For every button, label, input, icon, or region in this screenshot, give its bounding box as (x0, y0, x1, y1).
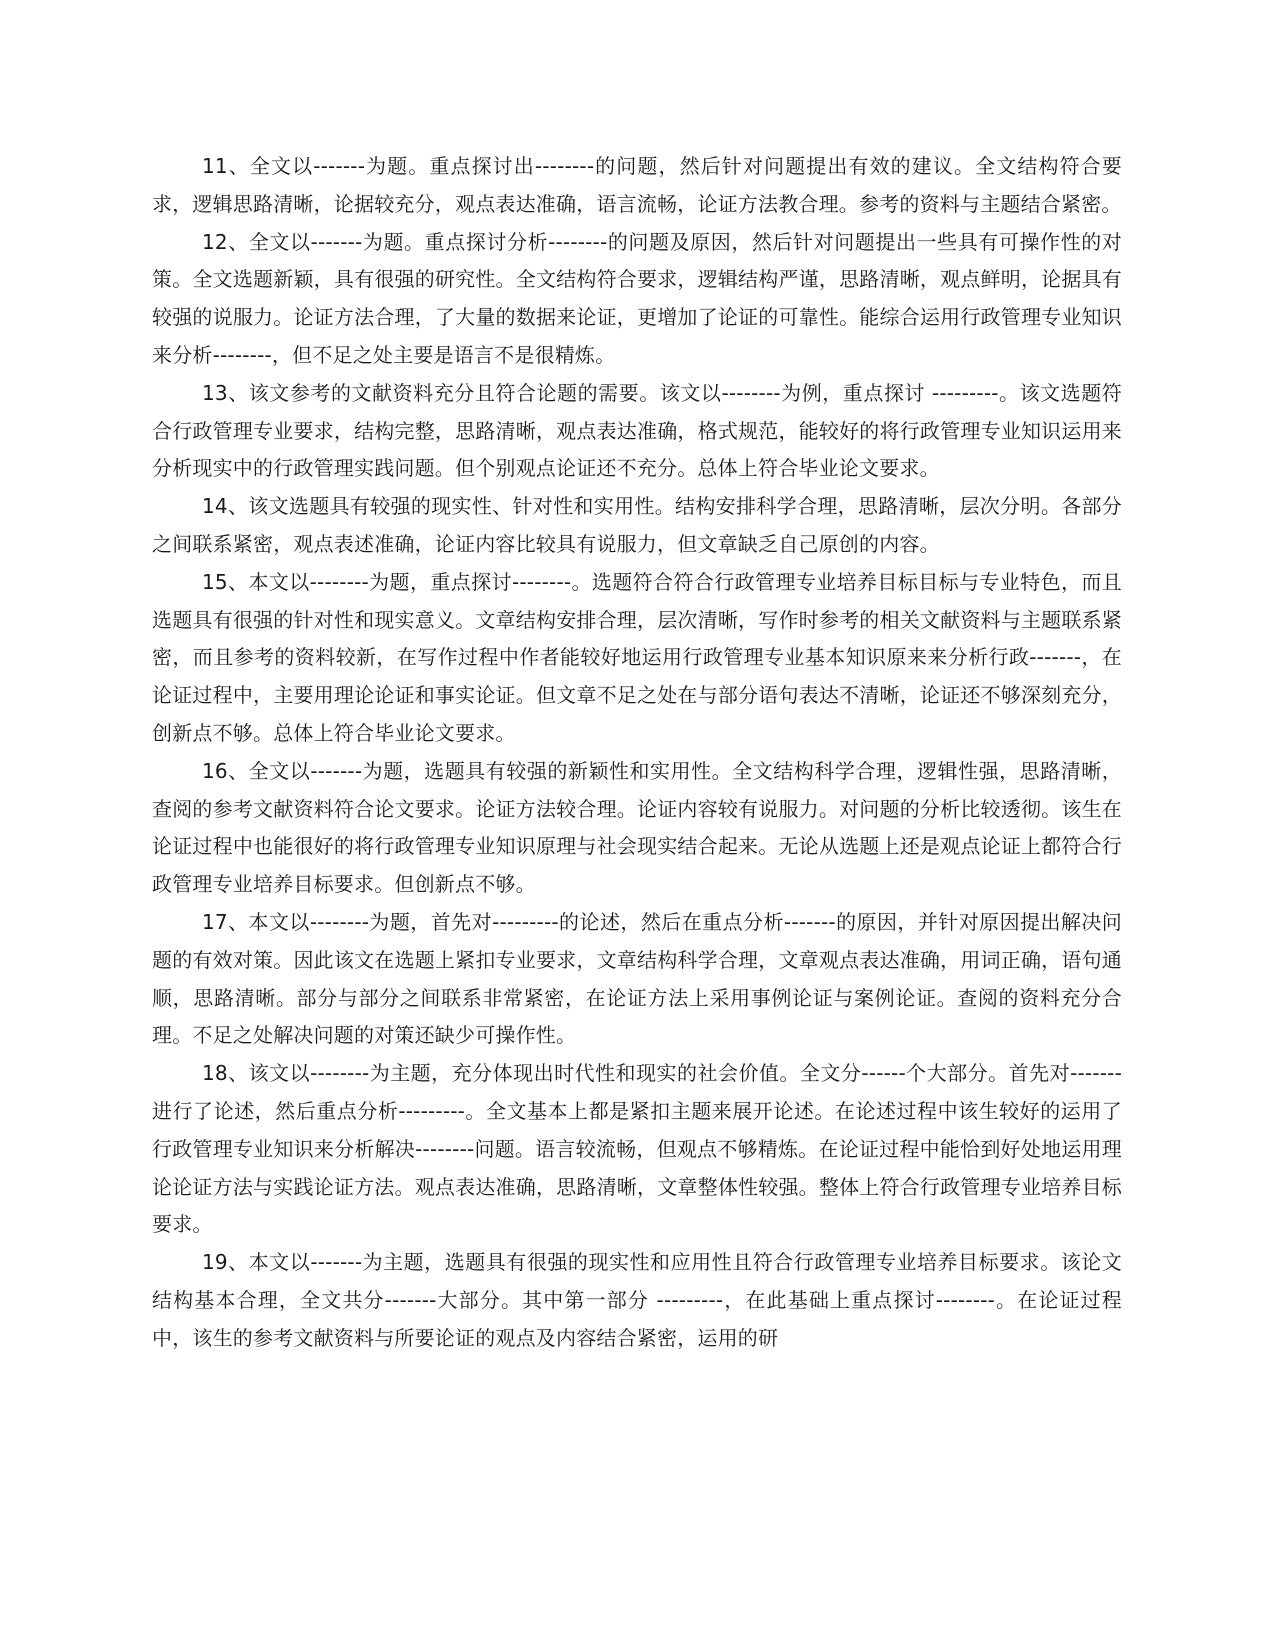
paragraph-item-11: 11、全文以-------为题。重点探讨出--------的问题，然后针对问题提出有效的建议。全文结构符合要求，逻辑思路清晰，论据较充分，观点表达准确，语言流畅，论证方法教合理。参考的资料与主题结合紧密。 (152, 154, 1122, 216)
paragraph-item-12: 12、全文以-------为题。重点探讨分析--------的问题及原因，然后针对问题提出一些具有可操作性的对策。全文选题新颖，具有很强的研究性。全文结构符合要求，逻辑结构严谨，思路清晰，观点鲜明，论据具有较强的说服力。论证方法合理，了大量的数据来论证，更增加了论证的可靠性。能综合运用行政管理专业知识来分析--------，但不足之处主要是语言不是很精炼。 (152, 229, 1122, 367)
paragraph-item-15: 15、本文以--------为题，重点探讨--------。选题符合符合行政管理专业培养目标目标与专业特色，而且选题具有很强的针对性和现实意义。文章结构安排合理，层次清晰，写作时参考的相关文献资料与主题联系紧密，而且参考的资料较新，在写作过程中作者能较好地运用行政管理专业基本知识原来来分析行政-------，在论证过程中，主要用理论论证和事实论证。但文章不足之处在与部分语句表达不清晰，论证还不够深刻充分，创新点不够。总体上符合毕业论文要求。 (152, 569, 1122, 745)
paragraph-item-17: 17、本文以--------为题，首先对---------的论述，然后在重点分析-------的原因，并针对原因提出解决问题的有效对策。因此该文在选题上紧扣专业要求，文章结构科学合理，文章观点表达准确，用词正确，语句通顺，思路清晰。部分与部分之间联系非常紧密，在论证方法上采用事例论证与案例论证。查阅的资料充分合理。不足之处解决问题的对策还缺少可操作性。 (152, 909, 1122, 1048)
paragraph-item-18: 18、该文以--------为主题，充分体现出时代性和现实的社会价值。全文分------个大部分。首先对-------进行了论述，然后重点分析---------。全文基本上都是紧扣主题来展开论述。在论述过程中该生较好的运用了行政管理专业知识来分析解决--------问题。语言较流畅，但观点不够精炼。在论证过程中能恰到好处地运用理论论证方法与实践论证方法。观点表达准确，思路清晰，文章整体性较强。整体上符合行政管理专业培养目标要求。 (152, 1061, 1122, 1237)
paragraph-item-14: 14、该文选题具有较强的现实性、针对性和实用性。结构安排科学合理，思路清晰，层次分明。各部分之间联系紧密，观点表述准确，论证内容比较具有说服力，但文章缺乏自己原创的内容。 (152, 494, 1122, 556)
paragraph-item-16: 16、全文以-------为题，选题具有较强的新颖性和实用性。全文结构科学合理，逻辑性强，思路清晰，查阅的参考文献资料符合论文要求。论证方法较合理。论证内容较有说服力。对问题的分析比较透彻。该生在论证过程中也能很好的将行政管理专业知识原理与社会现实结合起来。无论从选题上还是观点论证上都符合行政管理专业培养目标要求。但创新点不够。 (152, 758, 1122, 897)
document-page (152, 148, 1122, 1358)
paragraph-item-13: 13、该文参考的文献资料充分且符合论题的需要。该文以--------为例，重点探讨 ---------。该文选题符合行政管理专业要求，结构完整，思路清晰，观点表达准确，格式规范，能较好的将行政管理专业知识运用来分析现实中的行政管理实践问题。但个别观点论证还不充分。总体上符合毕业论文要求。 (152, 380, 1122, 481)
paragraph-item-19: 19、本文以-------为主题，选题具有很强的现实性和应用性且符合行政管理专业培养目标要求。该论文结构基本合理，全文共分-------大部分。其中第一部分 ---------，在此基础上重点探讨--------。在论证过程中，该生的参考文献资料与所要论证的观点及内容结合紧密，运用的研 (152, 1250, 1122, 1350)
